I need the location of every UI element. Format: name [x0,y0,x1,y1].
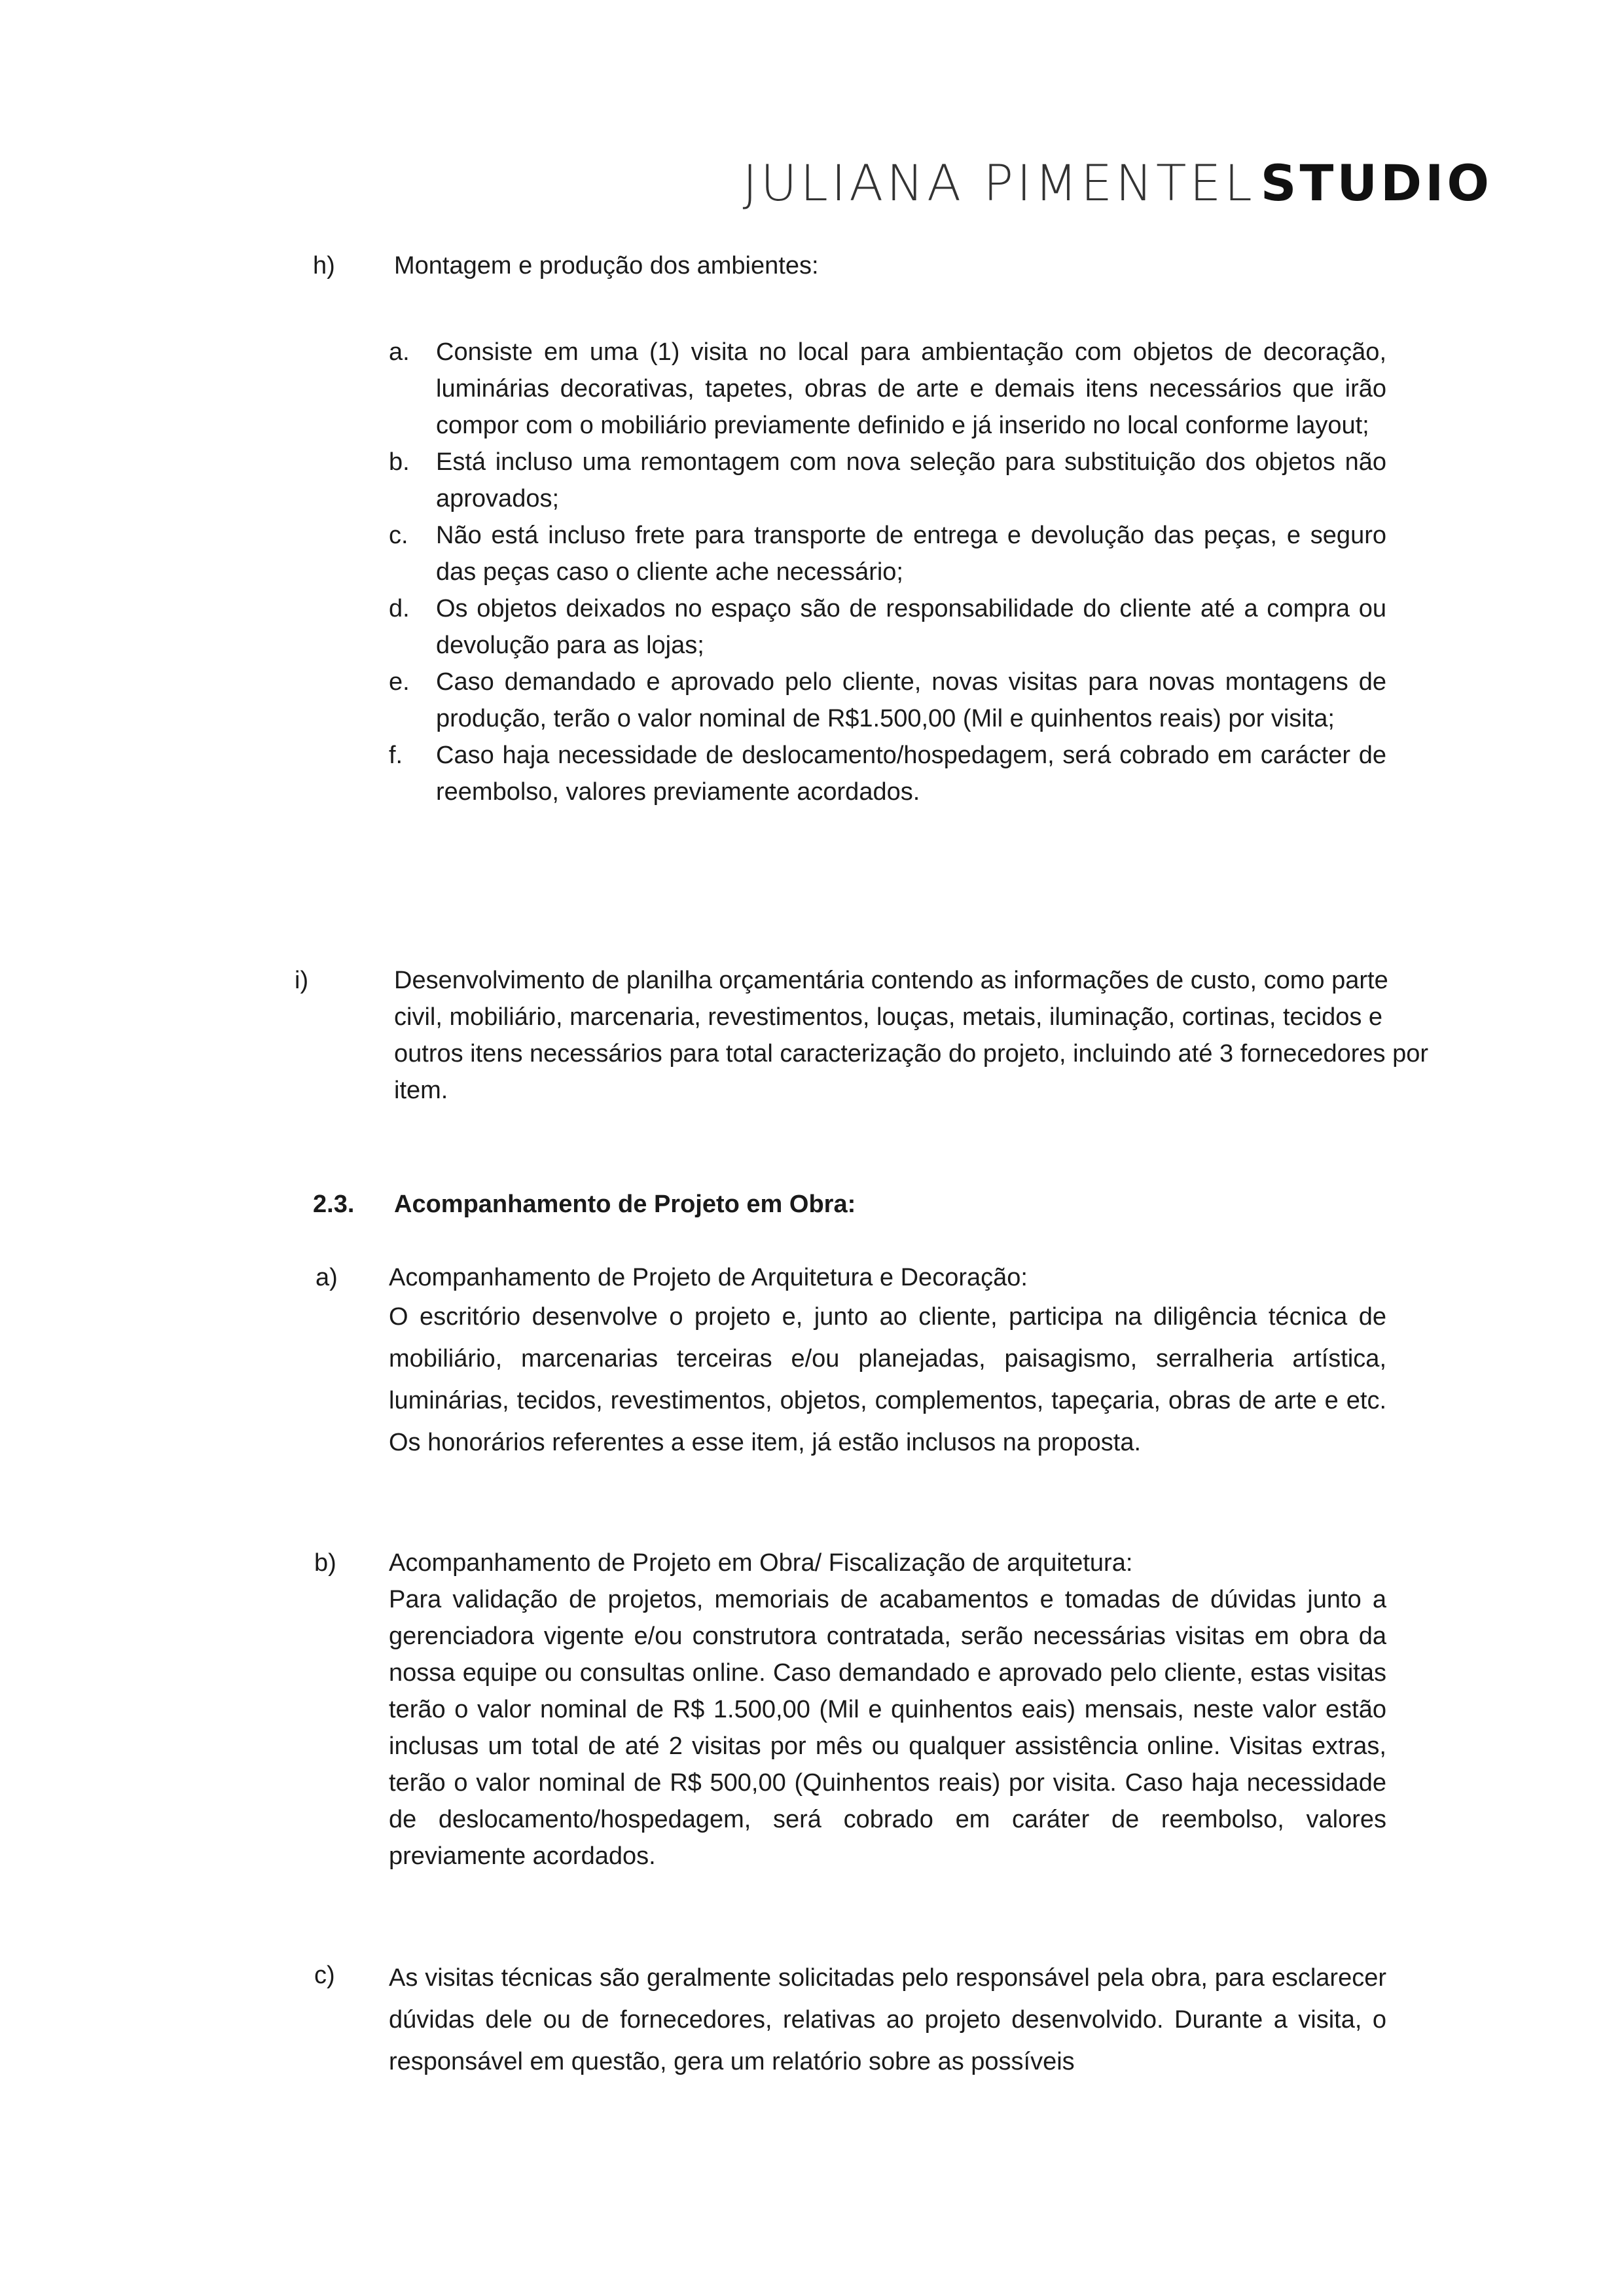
list-item [389,737,1386,810]
logo-name: JULIANA PIMENTEL [742,154,1255,212]
list-item-text: Está incluso uma remontagem com nova seleção para substituição dos objetos não aprovados; [436,448,1386,512]
list-item-text: Caso demandado e aprovado pelo cliente, novas visitas para novas montagens de produção, terão o valor nominal de R$1.500,00 (Mil e quinhentos reais) por visita; [436,668,1386,732]
section-i-text: Desenvolvimento de planilha orçamentária contendo as informações de custo, como parte civil, mobiliário, marcenaria, revestimentos, louças, metais, iluminação, cortinas, tecidos e outros itens necessários para total caracterização do projeto, incluindo até 3 fornecedores por item. [394,967,1429,1104]
studio-logo [720,154,1492,212]
section-h-marker: h) [313,252,335,279]
section-a-marker: a) [316,1264,338,1291]
logo-studio: STUDIO [1260,154,1492,212]
section-c-marker: c) [314,1962,335,1989]
section-a-text: O escritório desenvolve o projeto e, junto ao cliente, participa na diligência técnica de mobiliário, marcenarias terceiras e/ou planejadas, paisagismo, serralheria artística, luminárias, tecidos, revestimentos, objetos, complementos, tapeçaria, obras de arte e etc. Os honorários referentes a esse item, já estão inclusos na proposta. [389,1303,1386,1456]
list-item-text: Consiste em uma (1) visita no local para ambientação com objetos de decoração, luminárias decorativas, tapetes, obras de arte e demais itens necessários que irão compor com o mobiliário previamente definido e já inserido no local conforme layout; [436,338,1386,439]
list-item [389,334,1386,444]
section-a-content [389,1259,1386,1463]
list-item-marker: c. [389,522,408,549]
section-b-title: Acompanhamento de Projeto em Obra/ Fiscalização de arquitetura: [389,1549,1133,1577]
list-item [389,590,1386,664]
list-item [389,517,1386,590]
section-2-3-number: 2.3. [313,1191,355,1218]
list-item-marker: e. [389,668,410,696]
list-item-text: Caso haja necessidade de deslocamento/hospedagem, será cobrado em carácter de reembolso, valores previamente acordados. [436,742,1386,806]
section-i-marker: i) [295,967,309,994]
list-item-marker: d. [389,595,410,622]
section-a-title: Acompanhamento de Projeto de Arquitetura e Decoração: [389,1264,1028,1291]
section-b-content [389,1545,1386,1874]
list-item [389,664,1386,737]
list-item-text: Os objetos deixados no espaço são de responsabilidade do cliente até a compra ou devolução para as lojas; [436,595,1386,659]
list-item [389,444,1386,517]
list-item-marker: f. [389,742,403,769]
list-item-marker: a. [389,338,410,366]
section-h-title: Montagem e produção dos ambientes: [394,252,819,279]
section-2-3-title: Acompanhamento de Projeto em Obra: [394,1191,856,1218]
section-h-list [389,334,1386,810]
section-c-text: As visitas técnicas são geralmente solicitadas pelo responsável pela obra, para esclarecer dúvidas dele ou de fornecedores, relativas ao projeto desenvolvido. Durante a visita, o responsável em questão, gera um relatório sobre as possíveis [389,1964,1386,2075]
section-b-text: Para validação de projetos, memoriais de acabamentos e tomadas de dúvidas junto a gerenciadora vigente e/ou construtora contratada, serão necessárias visitas em obra da nossa equipe ou consultas online. Caso demandado e aprovado pelo cliente, estas visitas terão o valor nominal de R$ 1.500,00 (Mil e quinhentos eais) mensais, neste valor estão inclusas um total de até 2 visitas por mês ou qualquer assistência online. Visitas extras, terão o valor nominal de R$ 500,00 (Quinhentos reais) por visita. Caso haja necessidade de deslocamento/hospedagem, será cobrado em caráter de reembolso, valores previamente acordados. [389,1586,1386,1870]
list-item-marker: b. [389,448,410,476]
list-item-text: Não está incluso frete para transporte de entrega e devolução das peças, e seguro das peças caso o cliente ache necessário; [436,522,1386,586]
section-b-marker: b) [314,1549,336,1577]
